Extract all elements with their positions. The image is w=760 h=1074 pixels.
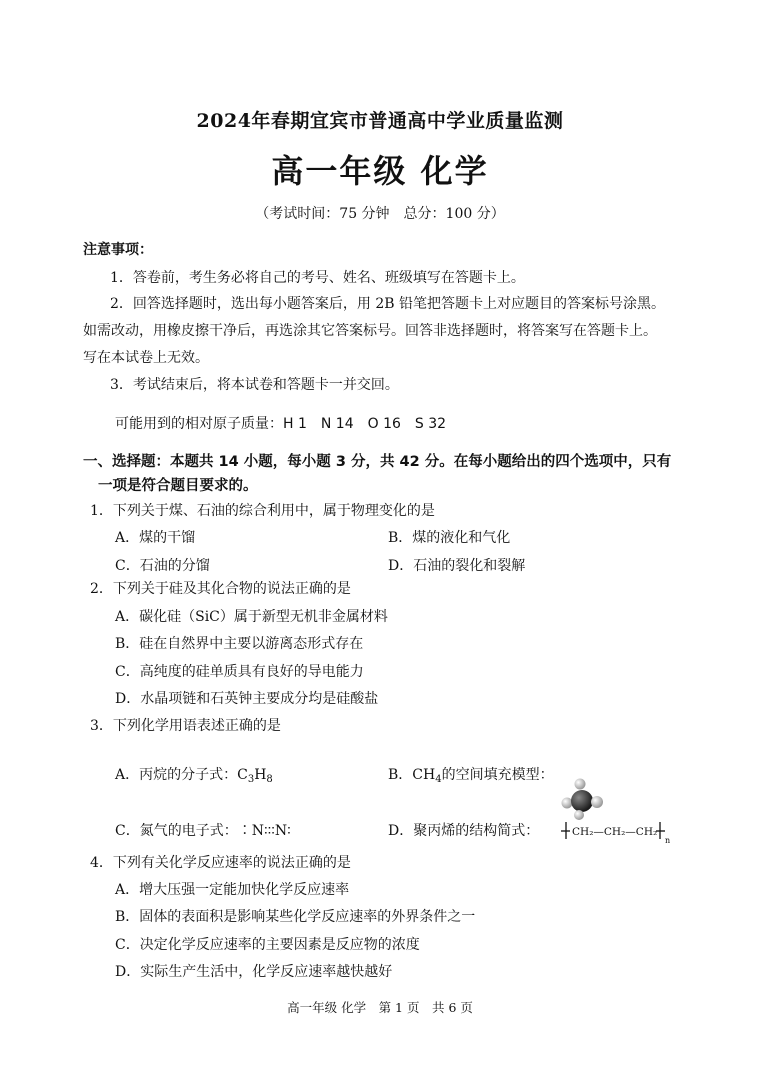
q1-stem: 1．下列关于煤、石油的综合利用中，属于物理变化的是 [90, 503, 435, 519]
q3-option-b [388, 765, 554, 785]
methane-space-filling-model-icon [560, 778, 608, 820]
q3-stem: 3．下列化学用语表述正确的是 [90, 718, 281, 734]
notice-item-2-line-2: 如需改动，用橡皮擦干净后，再选涂其它答案标号。回答非选择题时，将答案写在答题卡上。 [83, 323, 657, 339]
q2-stem: 2．下列关于硅及其化合物的说法正确的是 [90, 581, 351, 597]
q3-option-d [388, 821, 539, 841]
notice-heading: 注意事项： [83, 242, 153, 258]
q2-option-b: B．硅在自然界中主要以游离态形式存在 [115, 636, 364, 652]
q3-option-b-prefix: B．CH [388, 767, 436, 783]
q4-option-b: B．固体的表面积是影响某些化学反应速率的外界条件之一 [115, 909, 476, 925]
q3-option-b-suffix: 的空间填充模型： [441, 767, 554, 783]
q3-option-a-mid: H [254, 767, 267, 783]
notice-item-2-line-1: 2．回答选择题时，选出每小题答案后，用 2B 铅笔把答题卡上对应题目的答案标号涂黑。 [110, 296, 666, 312]
q2-option-d: D．水晶项链和石英钟主要成分均是硅酸盐 [115, 691, 379, 707]
q3-option-c-prefix: C．氮气的电子式： [115, 823, 238, 839]
q4-stem: 4．下列有关化学反应速率的说法正确的是 [90, 855, 351, 871]
q1-option-d: D．石油的裂化和裂解 [388, 558, 526, 574]
polypropylene-structure-formula [557, 818, 677, 844]
q3-option-a-sub-1: 3 [247, 774, 255, 785]
polymer-degree-n: n [665, 836, 671, 844]
q3-option-a [115, 765, 273, 785]
q3-option-c [115, 821, 291, 841]
q3-option-b-sub: 4 [435, 774, 442, 785]
section-1-heading-line-2: 一项是符合题目要求的。 [98, 478, 258, 494]
q4-option-d: D．实际生产生活中，化学反应速率越快越好 [115, 964, 393, 980]
notice-item-2-line-3: 写在本试卷上无效。 [83, 350, 209, 366]
q2-option-a: A．碳化硅（SiC）属于新型无机非金属材料 [115, 609, 388, 625]
q2-option-c: C．高纯度的硅单质具有良好的导电能力 [115, 664, 364, 680]
q1-option-c: C．石油的分馏 [115, 558, 210, 574]
q4-option-c: C．决定化学反应速率的主要因素是反应物的浓度 [115, 937, 420, 953]
q3-option-d-prefix: D．聚丙烯的结构简式： [388, 823, 540, 839]
q4-option-a: A．增大压强一定能加快化学反应速率 [115, 882, 350, 898]
exam-info: （考试时间：75 分钟 总分：100 分） [255, 206, 505, 222]
polypropylene-chain-text: CH₂—CH₂—CH₂ [572, 826, 658, 838]
q1-option-a: A．煤的干馏 [115, 530, 196, 546]
page-footer: 高一年级 化学 第 1 页 共 6 页 [287, 1000, 473, 1015]
exam-title: 2024年春期宜宾市普通高中学业质量监测 [196, 110, 564, 132]
notice-item-1: 1．答卷前，考生务必将自己的考号、姓名、班级填写在答题卡上。 [110, 270, 525, 286]
section-1-heading-line-1: 一、选择题：本题共 14 小题，每小题 3 分，共 42 分。在每小题给出的四个选项中，只有 [83, 454, 672, 470]
exam-subtitle: 高一年级 化学 [271, 152, 489, 190]
nitrogen-electron-formula: ∶N∶∶∶N∶ [237, 823, 291, 839]
q3-option-a-prefix: A．丙烷的分子式：C [115, 767, 248, 783]
q3-option-a-sub-2: 8 [266, 774, 273, 785]
q1-option-b: B．煤的液化和气化 [388, 530, 511, 546]
atomic-masses: 可能用到的相对原子质量：H 1 N 14 O 16 S 32 [115, 416, 447, 432]
notice-item-3: 3．考试结束后，将本试卷和答题卡一并交回。 [110, 377, 399, 393]
